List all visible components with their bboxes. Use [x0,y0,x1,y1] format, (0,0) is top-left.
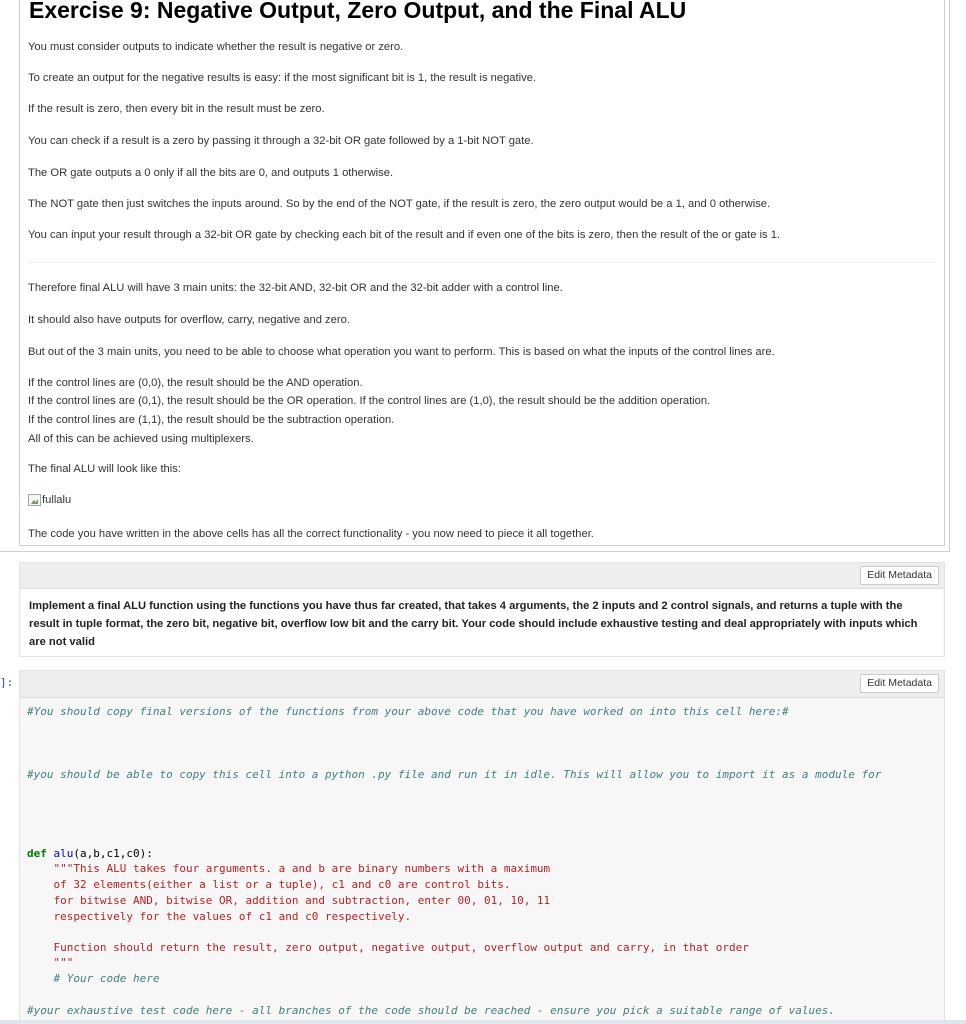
docstring-line: of 32 elements(either a list or a tuple), c1 and c0 are control bits. [27,878,511,891]
cell-toolbar [20,671,944,698]
docstring-line: Function should return the result, zero output, negative output, overflow output and carry, in that order [27,941,749,954]
def-keyword: def [27,847,47,860]
exercise-title: Exercise 9: Negative Output, Zero Output, and the Final ALU [29,0,687,23]
edit-metadata-button[interactable]: Edit Metadata [860,674,939,693]
paragraph: You can input your result through a 32-bit OR gate by checking each bit of the result and if even one of the bits is zero, then the result of the or gate is 1. [28,229,781,241]
cell-toolbar [20,563,944,589]
function-name: alu [53,847,74,860]
paragraph: But out of the 3 main units, you need to be able to choose what operation you want to perform. This is based on what the inputs of the control lines are. [28,346,775,358]
paragraph: The final ALU will look like this: [28,463,181,475]
paragraph: If the result is zero, then every bit in the result must be zero. [28,103,325,115]
horizontal-rule [28,262,936,263]
code-comment: #your exhaustive test code here - all branches of the code should be reached - ensure you pick a suitable range of values. [27,1004,835,1017]
code-comment: #you should be able to copy this cell into a python .py file and run it in idle. This will allow you to import it as a module for [27,768,882,781]
code-comment: # Your code here [27,972,160,985]
paragraph: To create an output for the negative results is easy: if the most significant bit is 1, the result is negative. [28,72,537,84]
paragraph: The code you have written in the above cells has all the correct functionality - you now need to piece it all together. [28,528,594,540]
markdown-cell-content [19,0,945,546]
control-line-text: If the control lines are (0,0), the result should be the AND operation. [28,377,363,389]
docstring-line: """ [27,956,74,969]
instruction-cell-body [21,589,943,656]
paragraph: You can check if a result is a zero by passing it through a 32-bit OR gate followed by a 1-bit NOT gate. [28,135,534,147]
control-line-text: If the control lines are (1,1), the result should be the subtraction operation. [28,414,395,426]
code-comment: #You should copy final versions of the functions from your above code that you have worked on into this cell here:# [27,705,789,718]
docstring-line: respectively for the values of c1 and c0 respectively. [27,910,412,923]
code-editor[interactable] [27,703,942,1023]
input-prompt: ]: [0,676,14,689]
broken-image-icon [28,494,41,506]
docstring-line: """This ALU takes four arguments. a and b are binary numbers with a maximum [27,862,551,875]
docstring-line: for bitwise AND, bitwise OR, addition and subtraction, enter 00, 01, 10, 11 [27,894,551,907]
paragraph: The NOT gate then just switches the inputs around. So by the end of the NOT gate, if the result is zero, the zero output would be a 1, and 0 otherwise. [28,198,771,210]
control-line-text: All of this can be achieved using multiplexers. [28,433,254,445]
paragraph: It should also have outputs for overflow, carry, negative and zero. [28,314,350,326]
paragraph: The OR gate outputs a 0 only if all the bits are 0, and outputs 1 otherwise. [28,167,394,179]
broken-image [28,494,71,506]
image-alt-text: fullalu [42,494,72,506]
paragraph: You must consider outputs to indicate whether the result is negative or zero. [28,41,404,53]
control-line-text: If the control lines are (0,1), the result should be the OR operation. If the control lines are (1,0), the result should be the addition operation. [28,395,711,407]
paragraph: Therefore final ALU will have 3 main units: the 32-bit AND, 32-bit OR and the 32-bit adder with a control line. [28,282,563,294]
instruction-text: Implement a final ALU function using the functions you have thus far created, that takes 4 arguments, the 2 inputs and 2 control signals, and returns a tuple with the result in tuple format, the zero bit, negative bit, overflow low bit and the carry bit. Your code should include exhaustive testing and deal appropriately with inputs which are not valid [29,600,918,648]
code-cell[interactable] [19,670,945,1024]
def-line [27,847,153,861]
bottom-scroll-strip [0,1020,966,1024]
function-signature: (a,b,c1,c0): [73,847,153,860]
instruction-cell[interactable] [19,562,945,657]
edit-metadata-button[interactable]: Edit Metadata [860,566,939,585]
